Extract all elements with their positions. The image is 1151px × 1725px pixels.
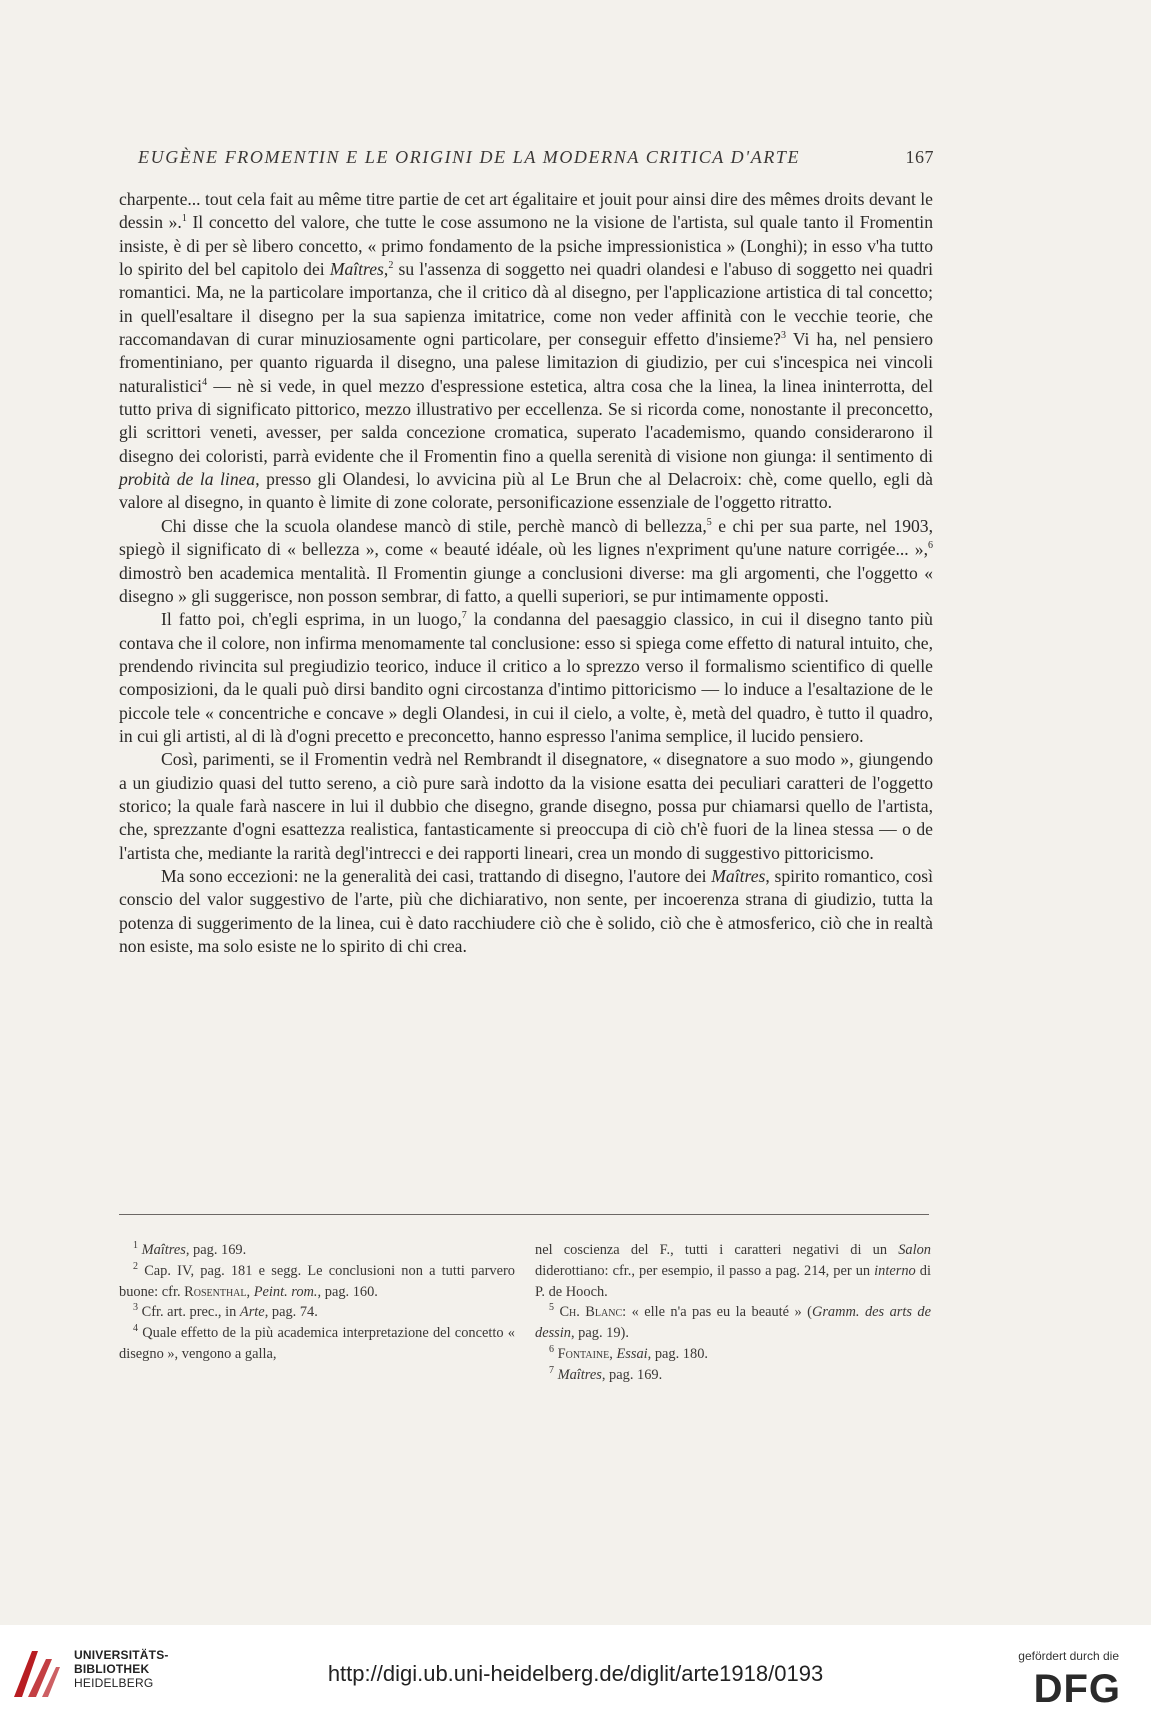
dfg-logo: DFG (1033, 1667, 1121, 1711)
body-paragraph: Ma sono eccezioni: ne la generalità dei casi, trattando di disegno, l'autore dei Maîtres, spirito romantico, così conscio del valor suggestivo de l'arte, più che dichiarativo, non sente, per incoerenza strana di giudizio, tutta la potenza di suggerimento de la linea, cui è dato racchiudere ciò che è solido, ciò che è atmosferico, ciò che in realtà non esiste, ma solo esiste ne lo spirito di chi crea. (119, 865, 933, 956)
page-number: 167 (905, 147, 934, 167)
footnote: $^7$ Maîtres, pag. 169. (549, 1364, 663, 1383)
library-name-line-2: BIBLIOTHEK (74, 1662, 150, 1676)
footnote: $^3$ Cfr. art. prec., in Arte, pag. 74. (133, 1302, 318, 1321)
footnote: $^5$ Ch. Blanc: « elle n'a pas eu la beauté » (Gramm. des arts de dessin, pag. 19). (535, 1302, 931, 1342)
footnote: $^2$ Cap. IV, pag. 181 e segg. Le conclusioni non a tutti parvero buone: cfr. Rosenthal, Peint. rom., pag. 160. (119, 1261, 515, 1300)
library-name-line-3: HEIDELBERG (74, 1676, 154, 1690)
footnote: $^6$ Fontaine, Essai, pag. 180. (549, 1344, 708, 1362)
body-paragraph: charpente... tout cela fait au même titre partie de cet art égalitaire et jouit pour ainsi dire des mêmes droits devant le dessin ».$^1$ Il concetto del valore, che tutte le cose assumono ne la visione de l'artista, sul quale tanto il Fromentin insiste, è di per sè libero concetto, « primo fondamento de la psiche impressionistica » (Longhi); in esso v'ha tutto lo spirito del bel capitolo dei Maîtres,$^2$ su l'assenza di soggetto nei quadri olandesi e l'abuso di soggetto nei quadri romantici. Ma, ne la particolare importanza, che il critico dà al disegno, per l'applicazione artistica di tal concetto; in quell'esaltare il disegno per la sua sapienza imitatrice, come non veder affinità con le vecchie teorie, che raccomandavan di curar minuziosamente ogni particolare, per conseguir effetto d'insieme?$^3$ Vi ha, nel pensiero fromentiniano, per quanto riguarda il disegno, una palese limitazion di giudizio, per cui s'incespica nei vincoli naturalistici$^4$ — nè si vede, in quel mezzo d'espressione estetica, altra cosa che la linea, la linea ininterrotta, del tutto priva di significato pittorico, mezzo illustrativo per eccellenza. Se si ricorda come, nonostante il preconcetto, gli scrittori veneti, avesser, per salda concezione cromatica, superato l'academismo, quando considerarono il disegno dei coloristi, parrà evidente che il Fromentin fino a quella serenità di visione non giunga: il sentimento di probità de la linea, presso gli Olandesi, lo avvicina più al Le Brun che al Delacroix: chè, come quello, egli dà valore al disegno, in quanto è limite di zone colorate, personificazione essenziale de l'oggetto ritratto. (119, 189, 933, 513)
footnotes-right-column (535, 1240, 931, 1386)
footnote: $^1$ Maîtres, pag. 169. (133, 1240, 247, 1258)
library-name-line-1: UNIVERSITÄTS- (74, 1648, 169, 1662)
funding-label: gefördert durch die (1018, 1649, 1119, 1663)
body-paragraph: Il fatto poi, ch'egli esprima, in un luogo,$^7$ la condanna del paesaggio classico, in cui il disegno tanto più contava che il colore, non infirma menomamente tal conclusione: esso si spiega come effetto di natural intuito, che, prendendo rivincita sul pregiudizio teorico, induce il critico a lo sprezzo verso il formalismo scientifico di quelle composizioni, da le quali può dirsi bandito ogni circostanza d'intimo pittoricismo — lo induce a l'esaltazione de le piccole tele « concentriche e concave » degli Olandesi, in cui il cielo, a volte, è, metà del quadro, è tutto il quadro, in cui gli artisti, al di là d'ogni precetto e preconcetto, hanno espresso l'anima semplice, il lucido pensiero. (119, 609, 933, 746)
footnotes-left-column (119, 1240, 515, 1386)
running-title: EUGÈNE FROMENTIN E LE ORIGINI DE LA MODERNA CRITICA D'ARTE (138, 147, 801, 167)
footnote: $^4$ Quale effetto de la più academica interpretazione del concetto « disegno », vengono a galla, (119, 1323, 515, 1362)
running-head (138, 147, 934, 168)
footnotes (119, 1240, 931, 1386)
digitization-footer (0, 1625, 1151, 1725)
body-paragraph: Così, parimenti, se il Fromentin vedrà nel Rembrandt il disegnatore, « disegnatore a suo modo », giungendo a un giudizio quasi del tutto sereno, a ciò pure sarà indotto da la visione esatta dei peculiari caratteri de l'oggetto storico; la quale farà nascere in lui il dubbio che disegno, grande disegno, possa pur chiamarsi quello de l'artista, che, sprezzante d'ogni esattezza realistica, fantasticamente si preoccupa di ciò ch'è fuori de la linea stessa — o de l'artista che, mediante la rarità degl'intrecci e dei rapporti lineari, crea un mondo di suggestivo pittoricismo. (119, 749, 933, 863)
body-paragraph: Chi disse che la scuola olandese mancò di stile, perchè mancò di bellezza,$^5$ e chi per sua parte, nel 1903, spiegò il significato di « bellezza », come « beauté idéale, où les lignes n'expriment qu'une nature corrigée... »,$^6$ dimostrò ben academica mentalità. Il Fromentin giunge a conclusioni diverse: ma gli argomenti, che l'oggetto « disegno » gli suggerisce, non posson sembrar, di fatto, a quelli superiori, se pur intimamente opposti. (119, 515, 933, 606)
source-url-link[interactable]: http://digi.ub.uni-heidelberg.de/diglit/arte1918/0193 (327, 1661, 824, 1686)
body-text (119, 188, 933, 958)
footnote-divider (119, 1214, 929, 1215)
footnote: nel coscienza del F., tutti i caratteri negativi di un Salon diderottiano: cfr., per esempio, il passo a pag. 214, per un interno di P. de Hooch. (535, 1242, 931, 1300)
